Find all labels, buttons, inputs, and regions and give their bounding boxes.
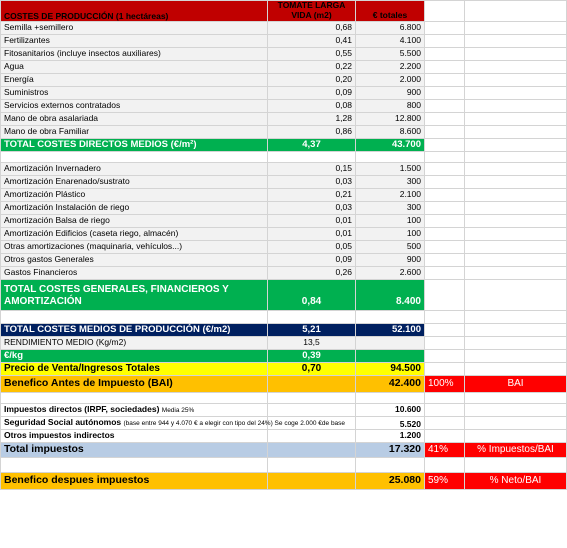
empty-cell[interactable] bbox=[465, 21, 567, 34]
per-kg-label[interactable]: €/kg bbox=[1, 349, 268, 362]
tax-row bbox=[1, 416, 567, 429]
empty-cell[interactable] bbox=[465, 201, 567, 214]
direct_costs-total[interactable]: 6.800 bbox=[356, 21, 425, 34]
direct_costs-m2[interactable]: 0,68 bbox=[268, 21, 356, 34]
net-pct[interactable]: 59% bbox=[425, 472, 465, 489]
total-taxes-row bbox=[1, 442, 567, 457]
empty-cell[interactable] bbox=[465, 403, 567, 416]
tax-name: Otros impuestos indirectos bbox=[4, 430, 115, 441]
empty-cell[interactable] bbox=[425, 349, 465, 362]
general_costs-row bbox=[1, 266, 567, 279]
empty-cell[interactable] bbox=[425, 188, 465, 201]
empty-cell[interactable] bbox=[465, 349, 567, 362]
total-direct-label[interactable]: TOTAL COSTES DIRECTOS MEDIOS (€/m²) bbox=[1, 138, 268, 151]
general_costs-label[interactable]: Amortización Enarenado/sustrato bbox=[1, 175, 268, 188]
general_costs-row bbox=[1, 214, 567, 227]
price-total[interactable]: 94.500 bbox=[356, 362, 425, 375]
empty-cell[interactable] bbox=[465, 279, 567, 310]
general_costs-m2[interactable]: 0,01 bbox=[268, 214, 356, 227]
direct_costs-row bbox=[1, 34, 567, 47]
tax-row bbox=[1, 429, 567, 442]
empty-cell[interactable] bbox=[425, 151, 465, 162]
empty-cell[interactable] bbox=[465, 253, 567, 266]
tax-total[interactable]: 1.200 bbox=[356, 429, 425, 442]
general_costs-row bbox=[1, 175, 567, 188]
general_costs-m2[interactable]: 0,21 bbox=[268, 188, 356, 201]
empty-cell[interactable] bbox=[425, 336, 465, 349]
empty-cell[interactable] bbox=[425, 21, 465, 34]
general_costs-m2[interactable]: 0,03 bbox=[268, 201, 356, 214]
general_costs-m2[interactable]: 0,09 bbox=[268, 253, 356, 266]
direct_costs-total[interactable]: 900 bbox=[356, 86, 425, 99]
empty-cell[interactable] bbox=[356, 392, 425, 403]
direct_costs-total[interactable]: 2.000 bbox=[356, 73, 425, 86]
empty-cell[interactable] bbox=[465, 151, 567, 162]
price-m2[interactable]: 0,70 bbox=[268, 362, 356, 375]
empty-cell[interactable] bbox=[465, 336, 567, 349]
empty-cell[interactable] bbox=[425, 416, 465, 429]
empty-cell[interactable] bbox=[465, 60, 567, 73]
tax-label[interactable] bbox=[1, 429, 268, 442]
general_costs-row bbox=[1, 227, 567, 240]
total-taxes-total[interactable]: 17.320 bbox=[356, 442, 425, 457]
tax-note: (base entre 944 y 4.070 € a elegir con tipo del 24%) Se coge 2.000 €de base bbox=[123, 419, 346, 427]
total-direct-total[interactable]: 43.700 bbox=[356, 138, 425, 151]
yield-row bbox=[1, 336, 567, 349]
empty-cell[interactable] bbox=[465, 416, 567, 429]
tax-label[interactable] bbox=[1, 403, 268, 416]
general_costs-total[interactable]: 300 bbox=[356, 201, 425, 214]
total-taxes-label[interactable]: Total impuestos bbox=[1, 442, 268, 457]
empty-cell[interactable] bbox=[268, 151, 356, 162]
empty-cell[interactable] bbox=[425, 73, 465, 86]
empty-cell[interactable] bbox=[425, 86, 465, 99]
general_costs-row bbox=[1, 162, 567, 175]
empty-cell[interactable] bbox=[425, 214, 465, 227]
direct_costs-row bbox=[1, 86, 567, 99]
header-totals[interactable]: € totales bbox=[356, 1, 425, 22]
tax-name: Impuestos directos (IRPF, sociedades) bbox=[4, 403, 160, 414]
total-direct-m2[interactable]: 4,37 bbox=[268, 138, 356, 151]
direct_costs-total[interactable]: 800 bbox=[356, 99, 425, 112]
direct_costs-label[interactable]: Energía bbox=[1, 73, 268, 86]
empty-cell[interactable] bbox=[356, 151, 425, 162]
total-general-total[interactable]: 8.400 bbox=[356, 279, 425, 310]
tax-total[interactable]: 10.600 bbox=[356, 403, 425, 416]
header-tomato-m2[interactable]: TOMATE LARGA VIDA (m2) bbox=[268, 1, 356, 22]
general_costs-label[interactable]: Amortización Plástico bbox=[1, 188, 268, 201]
empty-cell[interactable] bbox=[425, 162, 465, 175]
empty-cell[interactable] bbox=[268, 457, 356, 472]
spacer-row bbox=[1, 310, 567, 323]
empty-cell[interactable] bbox=[465, 227, 567, 240]
empty-cell[interactable] bbox=[1, 310, 268, 323]
empty-cell[interactable] bbox=[465, 125, 567, 138]
direct_costs-m2[interactable]: 0,22 bbox=[268, 60, 356, 73]
tax-note: Media 25% bbox=[161, 406, 195, 414]
bai-pct[interactable]: 100% bbox=[425, 375, 465, 392]
empty-cell[interactable] bbox=[465, 86, 567, 99]
empty-cell[interactable] bbox=[465, 362, 567, 375]
direct_costs-row bbox=[1, 112, 567, 125]
tax-row bbox=[1, 403, 567, 416]
direct_costs-row bbox=[1, 99, 567, 112]
general_costs-label[interactable]: Amortización Balsa de riego bbox=[1, 214, 268, 227]
empty-cell[interactable] bbox=[425, 253, 465, 266]
general_costs-total[interactable]: 500 bbox=[356, 240, 425, 253]
empty-cell[interactable] bbox=[425, 310, 465, 323]
total-general-m2[interactable]: 0,84 bbox=[268, 279, 356, 310]
general_costs-row bbox=[1, 253, 567, 266]
total-general-label[interactable]: TOTAL COSTES GENERALES, FINANCIEROS Y AMORTIZACIÓN bbox=[1, 279, 268, 310]
empty-cell[interactable] bbox=[425, 429, 465, 442]
total-general-row bbox=[1, 279, 567, 310]
total-production-row bbox=[1, 323, 567, 336]
general_costs-total[interactable]: 2.100 bbox=[356, 188, 425, 201]
tax-total[interactable]: 5.520 bbox=[356, 416, 425, 429]
direct_costs-m2[interactable]: 0,08 bbox=[268, 99, 356, 112]
total-production-label[interactable]: TOTAL COSTES MEDIOS DE PRODUCCIÓN (€/m2) bbox=[1, 323, 268, 336]
empty-cell[interactable] bbox=[465, 73, 567, 86]
empty-cell[interactable] bbox=[268, 403, 356, 416]
general_costs-label[interactable]: Otras amortizaciones (maquinaria, vehículos...) bbox=[1, 240, 268, 253]
total-taxes-pct-label[interactable]: % Impuestos/BAI bbox=[465, 442, 567, 457]
price-label[interactable]: Precio de Venta/Ingresos Totales bbox=[1, 362, 268, 375]
general_costs-label[interactable]: Amortización Instalación de riego bbox=[1, 201, 268, 214]
general_costs-m2[interactable]: 0,26 bbox=[268, 266, 356, 279]
direct_costs-row bbox=[1, 60, 567, 73]
empty-cell[interactable] bbox=[465, 323, 567, 336]
empty-cell[interactable] bbox=[425, 227, 465, 240]
empty-cell[interactable] bbox=[268, 472, 356, 489]
yield-label[interactable]: RENDIMIENTO MEDIO (Kg/m2) bbox=[1, 336, 268, 349]
empty-cell[interactable] bbox=[356, 336, 425, 349]
price-row bbox=[1, 362, 567, 375]
total-production-total[interactable]: 52.100 bbox=[356, 323, 425, 336]
direct_costs-m2[interactable]: 0,86 bbox=[268, 125, 356, 138]
spacer-row bbox=[1, 151, 567, 162]
empty-cell[interactable] bbox=[425, 201, 465, 214]
direct_costs-label[interactable]: Mano de obra Familiar bbox=[1, 125, 268, 138]
direct_costs-m2[interactable]: 0,09 bbox=[268, 86, 356, 99]
direct_costs-label[interactable]: Suministros bbox=[1, 86, 268, 99]
empty-cell[interactable] bbox=[465, 162, 567, 175]
empty-cell[interactable] bbox=[425, 99, 465, 112]
general_costs-total[interactable]: 300 bbox=[356, 175, 425, 188]
empty-cell[interactable] bbox=[425, 392, 465, 403]
direct_costs-label[interactable]: Servicios externos contratados bbox=[1, 99, 268, 112]
bai-pct-label[interactable]: BAI bbox=[465, 375, 567, 392]
direct_costs-label[interactable]: Semilla +semillero bbox=[1, 21, 268, 34]
empty-cell[interactable] bbox=[356, 310, 425, 323]
empty-cell[interactable] bbox=[425, 60, 465, 73]
direct_costs-m2[interactable]: 1,28 bbox=[268, 112, 356, 125]
empty-cell[interactable] bbox=[465, 138, 567, 151]
per-kg-row bbox=[1, 349, 567, 362]
total-production-m2[interactable]: 5,21 bbox=[268, 323, 356, 336]
spacer-row bbox=[1, 392, 567, 403]
direct_costs-total[interactable]: 5.500 bbox=[356, 47, 425, 60]
direct_costs-label[interactable]: Fitosanitarios (incluye insectos auxiliares) bbox=[1, 47, 268, 60]
net-label[interactable]: Benefico despues impuestos bbox=[1, 472, 268, 489]
empty-cell[interactable] bbox=[268, 442, 356, 457]
empty-cell[interactable] bbox=[465, 266, 567, 279]
empty-cell[interactable] bbox=[268, 429, 356, 442]
empty-cell[interactable] bbox=[268, 375, 356, 392]
empty-cell[interactable] bbox=[425, 457, 465, 472]
direct_costs-row bbox=[1, 73, 567, 86]
empty-cell[interactable] bbox=[356, 349, 425, 362]
direct_costs-row bbox=[1, 47, 567, 60]
direct_costs-row bbox=[1, 21, 567, 34]
empty-cell[interactable] bbox=[1, 457, 268, 472]
empty-cell[interactable] bbox=[425, 266, 465, 279]
empty-cell[interactable] bbox=[425, 323, 465, 336]
direct_costs-total[interactable]: 8.600 bbox=[356, 125, 425, 138]
empty-cell[interactable] bbox=[425, 1, 465, 22]
direct_costs-m2[interactable]: 0,20 bbox=[268, 73, 356, 86]
general_costs-m2[interactable]: 0,15 bbox=[268, 162, 356, 175]
empty-cell[interactable] bbox=[465, 240, 567, 253]
empty-cell[interactable] bbox=[425, 112, 465, 125]
empty-cell[interactable] bbox=[356, 457, 425, 472]
tax-name: Seguridad Social autónomos bbox=[4, 416, 122, 427]
empty-cell[interactable] bbox=[1, 392, 268, 403]
direct_costs-label[interactable]: Agua bbox=[1, 60, 268, 73]
general_costs-label[interactable]: Otros gastos Generales bbox=[1, 253, 268, 266]
direct_costs-total[interactable]: 12.800 bbox=[356, 112, 425, 125]
tax-label[interactable] bbox=[1, 416, 346, 429]
empty-cell[interactable] bbox=[425, 175, 465, 188]
empty-cell[interactable] bbox=[465, 188, 567, 201]
empty-cell[interactable] bbox=[268, 392, 356, 403]
bai-row bbox=[1, 375, 567, 392]
total-direct-row bbox=[1, 138, 567, 151]
general_costs-total[interactable]: 100 bbox=[356, 214, 425, 227]
general_costs-label[interactable]: Amortización Invernadero bbox=[1, 162, 268, 175]
empty-cell[interactable] bbox=[268, 310, 356, 323]
direct_costs-total[interactable]: 4.100 bbox=[356, 34, 425, 47]
empty-cell[interactable] bbox=[465, 310, 567, 323]
direct_costs-m2[interactable]: 0,41 bbox=[268, 34, 356, 47]
empty-cell[interactable] bbox=[425, 125, 465, 138]
general_costs-row bbox=[1, 188, 567, 201]
empty-cell[interactable] bbox=[465, 99, 567, 112]
header-row bbox=[1, 1, 567, 22]
empty-cell[interactable] bbox=[425, 240, 465, 253]
total-taxes-pct[interactable]: 41% bbox=[425, 442, 465, 457]
general_costs-m2[interactable]: 0,03 bbox=[268, 175, 356, 188]
general_costs-total[interactable]: 1.500 bbox=[356, 162, 425, 175]
empty-cell[interactable] bbox=[425, 362, 465, 375]
net-pct-label[interactable]: % Neto/BAI bbox=[465, 472, 567, 489]
general_costs-m2[interactable]: 0,01 bbox=[268, 227, 356, 240]
general_costs-row bbox=[1, 201, 567, 214]
general_costs-label[interactable]: Gastos Financieros bbox=[1, 266, 268, 279]
empty-cell[interactable] bbox=[465, 214, 567, 227]
empty-cell[interactable] bbox=[465, 34, 567, 47]
empty-cell[interactable] bbox=[425, 138, 465, 151]
empty-cell[interactable] bbox=[425, 403, 465, 416]
empty-cell[interactable] bbox=[465, 175, 567, 188]
empty-cell[interactable] bbox=[425, 34, 465, 47]
per-kg-value[interactable]: 0,39 bbox=[268, 349, 356, 362]
general_costs-row bbox=[1, 240, 567, 253]
empty-cell[interactable] bbox=[1, 151, 268, 162]
yield-m2[interactable]: 13,5 bbox=[268, 336, 356, 349]
direct_costs-row bbox=[1, 125, 567, 138]
direct_costs-label[interactable]: Fertilizantes bbox=[1, 34, 268, 47]
direct_costs-m2[interactable]: 0,55 bbox=[268, 47, 356, 60]
general_costs-label[interactable]: Amortización Edificios (caseta riego, almacén) bbox=[1, 227, 268, 240]
general_costs-total[interactable]: 2.600 bbox=[356, 266, 425, 279]
direct_costs-total[interactable]: 2.200 bbox=[356, 60, 425, 73]
empty-cell[interactable] bbox=[465, 392, 567, 403]
empty-cell[interactable] bbox=[465, 457, 567, 472]
direct_costs-label[interactable]: Mano de obra asalariada bbox=[1, 112, 268, 125]
empty-cell[interactable] bbox=[465, 429, 567, 442]
bai-label[interactable]: Benefico Antes de Impuesto (BAI) bbox=[1, 375, 268, 392]
header-costs[interactable]: COSTES DE PRODUCCIÓN (1 hectáreas) bbox=[1, 1, 268, 22]
general_costs-m2[interactable]: 0,05 bbox=[268, 240, 356, 253]
general_costs-total[interactable]: 900 bbox=[356, 253, 425, 266]
empty-cell[interactable] bbox=[425, 279, 465, 310]
empty-cell[interactable] bbox=[465, 112, 567, 125]
net-total[interactable]: 25.080 bbox=[356, 472, 425, 489]
bai-total[interactable]: 42.400 bbox=[356, 375, 425, 392]
empty-cell[interactable] bbox=[465, 47, 567, 60]
general_costs-total[interactable]: 100 bbox=[356, 227, 425, 240]
spacer-row bbox=[1, 457, 567, 472]
net-row bbox=[1, 472, 567, 489]
empty-cell[interactable] bbox=[465, 1, 567, 22]
empty-cell[interactable] bbox=[425, 47, 465, 60]
